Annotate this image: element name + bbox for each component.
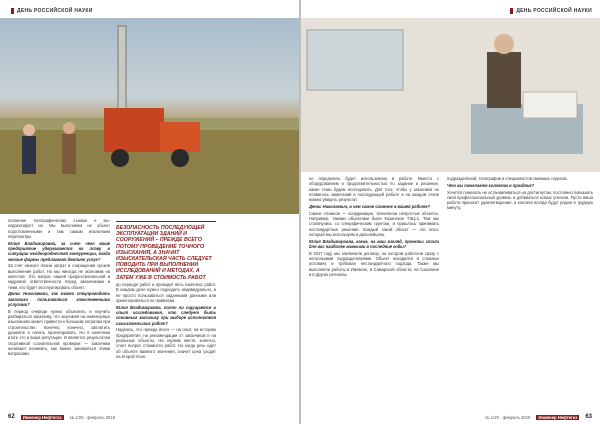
header-accent-bar xyxy=(11,8,14,14)
drilling-rig-illustration xyxy=(0,18,299,214)
person-head xyxy=(63,122,75,134)
paragraph: до периоде работ и проводит весь комплекс работ. В каждом деле нужно подходить индивидуально, а не просто пользоваться заданными данными или ориентироваться по правилам. xyxy=(116,282,216,303)
left-page xyxy=(0,0,299,424)
paragraph: В 2017 году мы заключили договор, на котором работали сразу с несколькими подразделениями. Объект находился в сложных условиях и требовал нестандартного подхода. Также мы выполняли работы в Ижевске, в Самарской области, на Сахалине и в других регионах. xyxy=(309,250,439,278)
question: Что вы пожелаете коллегам в праздник? xyxy=(447,182,535,188)
paragraph: Самое сложное — координация, технически непростые объекты. Например, такими объектами были Казанское ТЭЦ-1. Там мы столкнулись со специфическим грунтом, и пришлось принимать нестандартные решения. Каждый такой объект — это опыт, который мы используем в дальнейшем. xyxy=(309,210,439,237)
window xyxy=(307,30,403,90)
header-title: ДЕНЬ РОССИЙСКОЙ НАУКИ xyxy=(516,8,592,14)
paragraph: подразделений, топографов и специалистов смежных отделов. xyxy=(447,176,568,181)
truck-body xyxy=(160,122,200,152)
right-page-header xyxy=(507,4,592,18)
person-head xyxy=(494,34,514,54)
header-title: ДЕНЬ РОССИЙСКОЙ НАУКИ xyxy=(17,8,93,14)
page-number: 63 xyxy=(585,414,592,420)
left-page-header xyxy=(8,4,93,18)
right-page xyxy=(301,0,600,424)
left-column-1 xyxy=(8,218,110,406)
question: Юлия Владимировна, полно ли ощущается и опыт исследования, что следует быть основным заказчику при выборе исполнителя изыскательских работ? xyxy=(116,304,216,326)
paragraph: не определить будет использовано в работе. Вместо с оборудованием и продолжительностью по задание и решение, какие темы будем исследовать. Для того, чтобы у заказчика не появилось замечаний в последующей работе и на каждом этапе можно увидеть результат. xyxy=(309,176,439,203)
paragraph: Надеюсь, что прежде всего — на опыт, на историю предприятия, на рекомендации от заказчиков и на реальные объекты. На первом месте, конечно, стоит вопрос стоимости работ. Но когда речь идет об объекте важного значения, значит цена уходит на второй план. xyxy=(116,327,216,359)
truck-wheel xyxy=(111,149,129,167)
question: Юлия Владимировна, какие, на ваш взгляд, проекты стали для вас наиболее важными в последние годы? xyxy=(309,238,439,250)
paragraph: За счет низкого плана затрат и сокращения сроков выполнения работ. Но мы никогда не экономим на качестве. Это вопрос нашей профессиональной и кадровой ответственности перед заказчиками и теми, кто будет эксплуатировать объект. xyxy=(8,263,110,290)
person-figure xyxy=(487,52,521,108)
right-column-1 xyxy=(309,176,439,406)
quote-rule xyxy=(116,221,216,222)
left-page-footer xyxy=(8,414,115,420)
header-accent-bar xyxy=(510,8,513,14)
question: Юлия Владимировна, за счет чего ваше предприятие удерживается на плаву в ситуации неоднородностей конкуренции, когда многие фирмы предлагают демпинг услуг? xyxy=(8,240,110,262)
question: Денис Николаевич, как можно спецпроводить заказчика пользоваться качественными услугами? xyxy=(8,291,110,307)
magazine-name: Инженер Нефтегаз xyxy=(22,414,62,420)
issue-info: № 1/20 · февраль 2019 xyxy=(69,414,115,420)
drilling-rig-photo xyxy=(0,18,299,214)
paragraph: В период очереди нужно объяснить и научить разбираться заказчику, что экономия на инженерных изысканиях может привести к большим затратам при строительстве. Конечно, конечно, заплатить дешевле и начать проектировать. Но в конечном итоге это и ваша репутация. И является результатом спортивной сознательной проверки — заказчики начинают понимать, как важно заниматься этими вопросами. xyxy=(8,308,110,357)
truck-wheel xyxy=(171,149,189,167)
map-document xyxy=(523,92,577,118)
office-illustration xyxy=(301,18,600,172)
paragraph: полнение топографических съемок и вы- корректирует их. Мы выполняем их объект подготовленными и там самым исключаем пересмотры. xyxy=(8,218,110,239)
question: Денис Николаевич, в чем самое сложное в вашей работе? xyxy=(309,203,430,209)
magazine-name: Инженер Нефтегаз xyxy=(538,414,578,420)
office-photo xyxy=(301,18,600,172)
paragraph: Хочется пожелать не останавливаться на достигнутом, постоянно повышать свой профессиональный уровень и добиваться новых успехов. Пусть ваша работа приносит удовлетворение, а коллеги всегда будут рядом в трудную минуту. xyxy=(447,189,593,211)
issue-info: № 1/20 · февраль 2019 xyxy=(485,414,531,420)
right-page-footer xyxy=(485,414,592,420)
person-head xyxy=(23,124,35,136)
person-figure xyxy=(22,136,36,174)
person-figure xyxy=(62,134,76,174)
truck-cab xyxy=(104,108,164,152)
page-number: 62 xyxy=(8,414,15,420)
pull-quote: БЕЗОПАСНОСТЬ ПОСЛЕДУЮЩЕЙ ЭКСПЛУАТАЦИИ ЗДАНИЙ И СООРУЖЕНИЙ – ПРЕЖДЕ ВСЕГО ПОТОМУ ПРОВЕДЕНИЕ ТОЧНОГО ИЗЫСКАНИЯ, А ЗНАЧИТ ИЗЫСКАТЕЛЬСКАЯ ЧАСТЬ СЛЕДУЕТ ПОВОДИТЬ ПРИ ВЫПОЛНЕНИИ ИССЛЕДОВАНИЙ И МЕТОДАХ, А ЗАТЕМ УЖЕ В СТОИМОСТЬ РАБОТ xyxy=(116,225,212,281)
left-column-2 xyxy=(116,282,216,406)
right-column-2 xyxy=(447,176,593,406)
